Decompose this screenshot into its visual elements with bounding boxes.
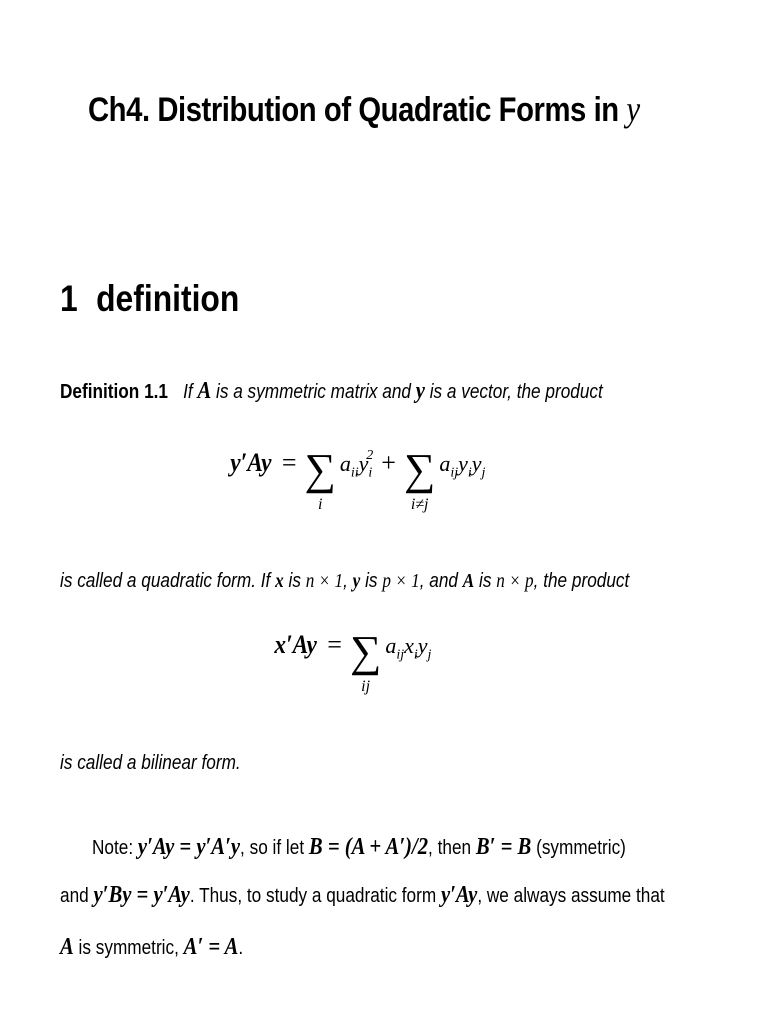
eq2-lhs: x′Ay: [274, 630, 317, 659]
after-equation1-line: [60, 570, 629, 593]
eq2-equals: =: [327, 630, 342, 659]
after-eq1-math-y: y: [352, 570, 361, 592]
note-math-5: y′Ay: [440, 882, 478, 908]
note-text-1: , so if let: [240, 837, 305, 859]
after-eq1-adim: n × p: [496, 570, 534, 592]
note-line-2: [60, 882, 665, 909]
note-text-2: , then: [428, 837, 472, 859]
bilinear-form-equation: [272, 627, 432, 696]
note-text-4: and: [60, 885, 89, 907]
eq1-term-2: $a_{ij}y_iy_j$: [439, 451, 486, 481]
note-text-5: . Thus, to study a quadratic form: [189, 885, 437, 907]
section-number: 1: [60, 278, 78, 319]
definition-text-1: If: [183, 381, 193, 403]
after-eq1-text-7: , the product: [533, 570, 630, 592]
eq1-sum-1-index: i: [317, 496, 323, 513]
chapter-title-text: Ch4. Distribution of Quadratic Forms in: [88, 91, 619, 129]
after-eq1-text-2: is: [288, 570, 301, 592]
note-line-1: [92, 834, 626, 861]
eq1-sum-2: ∑ i≠j: [403, 445, 436, 513]
definition-math-A: A: [197, 378, 212, 404]
definition-math-y: y: [415, 378, 425, 404]
bilinear-form-text: is called a bilinear form.: [60, 752, 241, 774]
after-eq1-text-3: ,: [343, 570, 348, 592]
eq2-sum: ∑ ij: [349, 627, 382, 695]
note-text-3: (symmetric): [536, 837, 626, 859]
definition-label: Definition 1.1: [60, 381, 168, 403]
definition-line: [60, 378, 603, 405]
note-label: Note:: [92, 837, 134, 859]
after-eq1-text-5: , and: [419, 570, 458, 592]
note-line-3: [60, 934, 243, 961]
eq1-lhs: y′Ay: [230, 448, 272, 477]
eq1-equals: =: [281, 448, 297, 477]
eq1-sum-2-index: i≠j: [410, 496, 429, 513]
note-math-6: A: [60, 934, 74, 960]
note-text-6: , we always assume that: [477, 885, 665, 907]
after-eq1-text-6: is: [479, 570, 492, 592]
eq2-sum-index: ij: [361, 678, 371, 695]
note-text-8: .: [238, 937, 244, 959]
eq1-plus: +: [381, 448, 396, 477]
definition-text-2: is a symmetric matrix and: [216, 381, 411, 403]
note-math-2: B = (A + A′)/2: [308, 834, 429, 860]
after-eq1-math-A: A: [462, 570, 475, 592]
section-title: definition: [96, 278, 240, 319]
quadratic-form-equation: [228, 445, 486, 514]
note-math-1: y′Ay = y′A′y: [137, 834, 241, 860]
note-math-7: A′ = A: [183, 934, 239, 960]
chapter-title: [88, 88, 640, 130]
note-math-4: y′By = y′Ay: [93, 882, 190, 908]
eq1-sum-1: ∑ i: [304, 445, 336, 513]
note-text-7: is symmetric,: [78, 937, 179, 959]
after-eq1-xdim: n × 1: [305, 570, 344, 592]
section-heading: [60, 278, 239, 320]
definition-text-3: is a vector, the product: [429, 381, 603, 403]
after-eq1-text-1: is called a quadratic form. If: [60, 570, 271, 592]
eq2-term: $a_{ij}x_iy_j$: [385, 633, 432, 663]
after-eq1-text-4: is: [365, 570, 378, 592]
after-eq1-ydim: p × 1: [382, 570, 420, 592]
eq1-term-1: $a_{ii}y_i^2$: [339, 447, 374, 481]
after-eq1-math-x: x: [275, 570, 284, 592]
chapter-title-math: y: [626, 89, 640, 129]
note-math-3: B′ = B: [475, 834, 532, 860]
